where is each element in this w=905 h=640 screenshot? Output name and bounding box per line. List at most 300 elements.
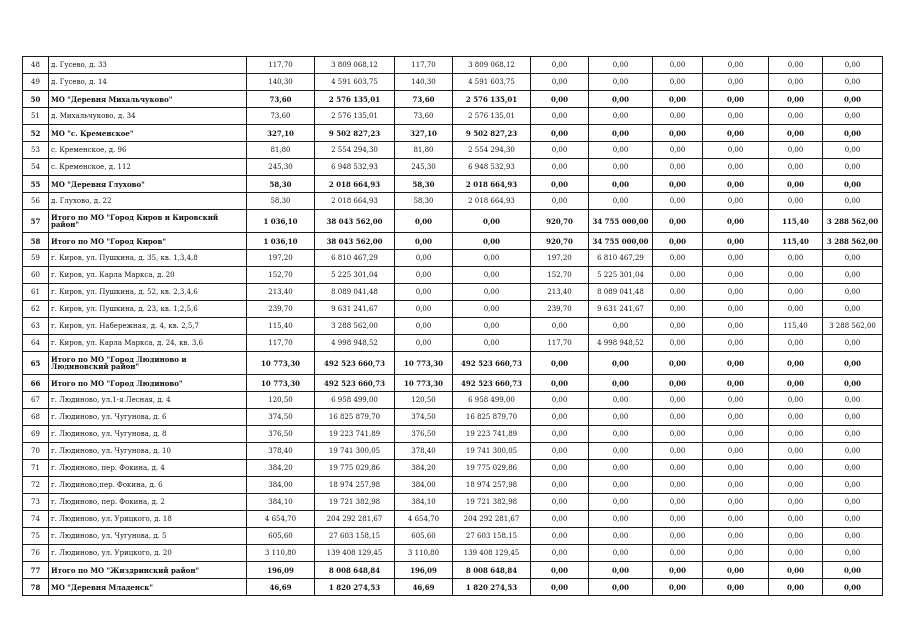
value-cell-9: 0,00	[769, 108, 823, 125]
table-row	[23, 210, 883, 233]
value-cell-3: 378,40	[395, 443, 453, 460]
value-cell-6: 0,00	[589, 460, 653, 477]
value-cell-1: 58,30	[247, 176, 315, 193]
table-row	[23, 301, 883, 318]
value-cell-10: 0,00	[823, 477, 883, 494]
value-cell-10: 0,00	[823, 335, 883, 352]
value-cell-2: 492 523 660,73	[315, 352, 395, 375]
value-cell-5: 0,00	[531, 443, 589, 460]
table-row	[23, 91, 883, 108]
row-number: 58	[23, 233, 49, 250]
address-name: г. Людиново, ул. Чугунова, д. 10	[49, 443, 247, 460]
value-cell-6: 0,00	[589, 125, 653, 142]
value-cell-7: 0,00	[653, 579, 703, 596]
value-cell-3: 117,70	[395, 57, 453, 74]
value-cell-7: 0,00	[653, 528, 703, 545]
value-cell-8: 0,00	[703, 562, 769, 579]
value-cell-4: 2 554 294,30	[453, 142, 531, 159]
table-row	[23, 125, 883, 142]
table-row	[23, 335, 883, 352]
value-cell-4: 19 775 029,86	[453, 460, 531, 477]
address-name: г. Киров, ул. Пушкина, д. 35, кв. 1,3,4,8	[49, 250, 247, 267]
value-cell-10: 3 288 562,00	[823, 233, 883, 250]
value-cell-2: 38 043 562,00	[315, 233, 395, 250]
value-cell-9: 115,40	[769, 318, 823, 335]
value-cell-10: 0,00	[823, 426, 883, 443]
value-cell-7: 0,00	[653, 494, 703, 511]
value-cell-3: 0,00	[395, 284, 453, 301]
value-cell-8: 0,00	[703, 233, 769, 250]
value-cell-10: 0,00	[823, 125, 883, 142]
value-cell-10: 0,00	[823, 579, 883, 596]
row-number: 73	[23, 494, 49, 511]
value-cell-6: 0,00	[589, 352, 653, 375]
value-cell-3: 384,00	[395, 477, 453, 494]
value-cell-2: 8 089 041,48	[315, 284, 395, 301]
address-name: г. Киров, ул. Карла Маркса, д. 24, кв. 3,6	[49, 335, 247, 352]
value-cell-7: 0,00	[653, 284, 703, 301]
value-cell-5: 920,70	[531, 210, 589, 233]
value-cell-3: 58,30	[395, 193, 453, 210]
table-row	[23, 352, 883, 375]
value-cell-10: 0,00	[823, 284, 883, 301]
value-cell-3: 0,00	[395, 233, 453, 250]
value-cell-5: 0,00	[531, 511, 589, 528]
value-cell-5: 0,00	[531, 176, 589, 193]
value-cell-9: 0,00	[769, 301, 823, 318]
value-cell-1: 378,40	[247, 443, 315, 460]
value-cell-4: 2 018 664,93	[453, 193, 531, 210]
value-cell-7: 0,00	[653, 409, 703, 426]
value-cell-8: 0,00	[703, 142, 769, 159]
value-cell-10: 0,00	[823, 460, 883, 477]
value-cell-2: 204 292 281,67	[315, 511, 395, 528]
value-cell-9: 0,00	[769, 528, 823, 545]
housing-program-table	[22, 56, 883, 596]
row-number: 51	[23, 108, 49, 125]
value-cell-9: 0,00	[769, 250, 823, 267]
value-cell-2: 1 820 274,53	[315, 579, 395, 596]
value-cell-9: 0,00	[769, 91, 823, 108]
value-cell-7: 0,00	[653, 426, 703, 443]
value-cell-3: 384,20	[395, 460, 453, 477]
value-cell-4: 0,00	[453, 267, 531, 284]
value-cell-9: 0,00	[769, 352, 823, 375]
value-cell-8: 0,00	[703, 74, 769, 91]
value-cell-3: 0,00	[395, 318, 453, 335]
value-cell-9: 0,00	[769, 335, 823, 352]
row-number: 66	[23, 375, 49, 392]
value-cell-2: 4 591 603,75	[315, 74, 395, 91]
value-cell-7: 0,00	[653, 443, 703, 460]
value-cell-8: 0,00	[703, 545, 769, 562]
value-cell-8: 0,00	[703, 460, 769, 477]
value-cell-6: 0,00	[589, 159, 653, 176]
value-cell-6: 0,00	[589, 91, 653, 108]
value-cell-3: 4 654,70	[395, 511, 453, 528]
row-number: 69	[23, 426, 49, 443]
value-cell-2: 38 043 562,00	[315, 210, 395, 233]
value-cell-2: 3 288 562,00	[315, 318, 395, 335]
value-cell-8: 0,00	[703, 318, 769, 335]
value-cell-5: 0,00	[531, 352, 589, 375]
value-cell-5: 0,00	[531, 125, 589, 142]
value-cell-10: 0,00	[823, 494, 883, 511]
address-name: г. Людиново, ул.1-я Лесная, д. 4	[49, 392, 247, 409]
table-row	[23, 233, 883, 250]
value-cell-2: 6 810 467,29	[315, 250, 395, 267]
value-cell-5: 0,00	[531, 460, 589, 477]
row-number: 48	[23, 57, 49, 74]
row-number: 62	[23, 301, 49, 318]
value-cell-10: 0,00	[823, 250, 883, 267]
value-cell-5: 0,00	[531, 477, 589, 494]
value-cell-4: 2 576 135,01	[453, 91, 531, 108]
value-cell-9: 0,00	[769, 375, 823, 392]
address-name: г. Людиново, пер. Фокина, д. 4	[49, 460, 247, 477]
value-cell-4: 0,00	[453, 301, 531, 318]
value-cell-8: 0,00	[703, 193, 769, 210]
value-cell-8: 0,00	[703, 511, 769, 528]
value-cell-5: 0,00	[531, 579, 589, 596]
value-cell-7: 0,00	[653, 301, 703, 318]
value-cell-9: 0,00	[769, 579, 823, 596]
value-cell-3: 10 773,30	[395, 375, 453, 392]
table-row	[23, 193, 883, 210]
table-row	[23, 477, 883, 494]
value-cell-10: 0,00	[823, 352, 883, 375]
value-cell-8: 0,00	[703, 108, 769, 125]
value-cell-9: 0,00	[769, 443, 823, 460]
value-cell-9: 0,00	[769, 477, 823, 494]
value-cell-1: 73,60	[247, 108, 315, 125]
value-cell-5: 0,00	[531, 392, 589, 409]
value-cell-3: 245,30	[395, 159, 453, 176]
value-cell-3: 0,00	[395, 250, 453, 267]
value-cell-6: 0,00	[589, 494, 653, 511]
value-cell-6: 0,00	[589, 193, 653, 210]
value-cell-9: 0,00	[769, 426, 823, 443]
row-number: 55	[23, 176, 49, 193]
row-number: 57	[23, 210, 49, 233]
value-cell-7: 0,00	[653, 233, 703, 250]
value-cell-10: 0,00	[823, 301, 883, 318]
value-cell-8: 0,00	[703, 210, 769, 233]
value-cell-4: 18 974 257,98	[453, 477, 531, 494]
value-cell-2: 139 408 129,45	[315, 545, 395, 562]
address-name: д. Михальчуково, д. 34	[49, 108, 247, 125]
row-number: 77	[23, 562, 49, 579]
value-cell-1: 46,69	[247, 579, 315, 596]
value-cell-6: 0,00	[589, 375, 653, 392]
value-cell-7: 0,00	[653, 108, 703, 125]
row-number: 65	[23, 352, 49, 375]
address-name: Итого по МО "Город Людиново"	[49, 375, 247, 392]
value-cell-6: 0,00	[589, 108, 653, 125]
value-cell-8: 0,00	[703, 267, 769, 284]
value-cell-1: 120,50	[247, 392, 315, 409]
value-cell-1: 384,10	[247, 494, 315, 511]
value-cell-2: 2 554 294,30	[315, 142, 395, 159]
value-cell-10: 0,00	[823, 528, 883, 545]
value-cell-2: 9 631 241,67	[315, 301, 395, 318]
value-cell-2: 9 502 827,23	[315, 125, 395, 142]
value-cell-1: 1 036,10	[247, 233, 315, 250]
value-cell-3: 327,10	[395, 125, 453, 142]
value-cell-6: 0,00	[589, 409, 653, 426]
value-cell-10: 0,00	[823, 193, 883, 210]
address-name: д. Гусево, д. 33	[49, 57, 247, 74]
table-row	[23, 511, 883, 528]
table-row	[23, 142, 883, 159]
value-cell-9: 0,00	[769, 562, 823, 579]
table-row	[23, 267, 883, 284]
value-cell-6: 4 998 948,52	[589, 335, 653, 352]
value-cell-7: 0,00	[653, 460, 703, 477]
value-cell-10: 0,00	[823, 511, 883, 528]
row-number: 63	[23, 318, 49, 335]
value-cell-3: 140,30	[395, 74, 453, 91]
value-cell-8: 0,00	[703, 284, 769, 301]
value-cell-10: 0,00	[823, 142, 883, 159]
row-number: 76	[23, 545, 49, 562]
value-cell-8: 0,00	[703, 375, 769, 392]
value-cell-7: 0,00	[653, 193, 703, 210]
value-cell-5: 197,20	[531, 250, 589, 267]
row-number: 49	[23, 74, 49, 91]
address-name: д. Гусево, д. 14	[49, 74, 247, 91]
value-cell-5: 117,70	[531, 335, 589, 352]
address-name: г. Киров, ул. Карла Маркса, д. 20	[49, 267, 247, 284]
value-cell-3: 10 773,30	[395, 352, 453, 375]
value-cell-4: 4 591 603,75	[453, 74, 531, 91]
value-cell-5: 0,00	[531, 562, 589, 579]
address-name: МО "с. Кременское"	[49, 125, 247, 142]
value-cell-2: 19 775 029,86	[315, 460, 395, 477]
row-number: 52	[23, 125, 49, 142]
table-body	[23, 57, 883, 596]
value-cell-6: 34 755 000,00	[589, 210, 653, 233]
value-cell-3: 58,30	[395, 176, 453, 193]
address-name: г. Людиново, ул. Чугунова, д. 8	[49, 426, 247, 443]
value-cell-8: 0,00	[703, 91, 769, 108]
value-cell-8: 0,00	[703, 494, 769, 511]
table-row	[23, 409, 883, 426]
value-cell-9: 0,00	[769, 176, 823, 193]
value-cell-3: 0,00	[395, 210, 453, 233]
value-cell-6: 0,00	[589, 57, 653, 74]
value-cell-3: 0,00	[395, 267, 453, 284]
value-cell-1: 10 773,30	[247, 352, 315, 375]
value-cell-9: 0,00	[769, 193, 823, 210]
value-cell-7: 0,00	[653, 142, 703, 159]
value-cell-10: 0,00	[823, 91, 883, 108]
value-cell-8: 0,00	[703, 409, 769, 426]
value-cell-3: 73,60	[395, 108, 453, 125]
value-cell-1: 4 654,70	[247, 511, 315, 528]
table-row	[23, 74, 883, 91]
value-cell-6: 0,00	[589, 142, 653, 159]
value-cell-1: 1 036,10	[247, 210, 315, 233]
row-number: 53	[23, 142, 49, 159]
value-cell-5: 0,00	[531, 142, 589, 159]
value-cell-7: 0,00	[653, 91, 703, 108]
value-cell-4: 3 809 068,12	[453, 57, 531, 74]
value-cell-1: 605,60	[247, 528, 315, 545]
table-row	[23, 375, 883, 392]
value-cell-9: 0,00	[769, 125, 823, 142]
value-cell-4: 27 603 158,15	[453, 528, 531, 545]
table-row	[23, 545, 883, 562]
table-row	[23, 460, 883, 477]
value-cell-4: 19 721 382,98	[453, 494, 531, 511]
value-cell-6: 6 810 467,29	[589, 250, 653, 267]
address-name: г. Людиново,пер. Фокина, д. 6	[49, 477, 247, 494]
row-number: 71	[23, 460, 49, 477]
value-cell-8: 0,00	[703, 176, 769, 193]
value-cell-3: 196,09	[395, 562, 453, 579]
value-cell-4: 16 825 879,70	[453, 409, 531, 426]
table-row	[23, 250, 883, 267]
address-name: с. Кременское, д. 112	[49, 159, 247, 176]
row-number: 64	[23, 335, 49, 352]
value-cell-6: 0,00	[589, 176, 653, 193]
value-cell-6: 0,00	[589, 511, 653, 528]
value-cell-5: 0,00	[531, 193, 589, 210]
value-cell-2: 6 958 499,00	[315, 392, 395, 409]
table-row	[23, 494, 883, 511]
value-cell-7: 0,00	[653, 562, 703, 579]
address-name: Итого по МО "Город Киров и Кировский район"	[49, 210, 247, 233]
row-number: 60	[23, 267, 49, 284]
value-cell-10: 0,00	[823, 176, 883, 193]
value-cell-1: 245,30	[247, 159, 315, 176]
value-cell-10: 0,00	[823, 409, 883, 426]
value-cell-5: 213,40	[531, 284, 589, 301]
value-cell-6: 0,00	[589, 545, 653, 562]
value-cell-2: 2 576 135,01	[315, 91, 395, 108]
value-cell-2: 8 008 648,84	[315, 562, 395, 579]
address-name: г. Людиново, ул. Урицкого, д. 18	[49, 511, 247, 528]
value-cell-10: 0,00	[823, 267, 883, 284]
value-cell-2: 19 223 741,89	[315, 426, 395, 443]
row-number: 68	[23, 409, 49, 426]
row-number: 61	[23, 284, 49, 301]
value-cell-4: 0,00	[453, 233, 531, 250]
address-name: д. Глухово, д. 22	[49, 193, 247, 210]
value-cell-1: 239,70	[247, 301, 315, 318]
table-row	[23, 284, 883, 301]
value-cell-2: 2 576 135,01	[315, 108, 395, 125]
value-cell-8: 0,00	[703, 301, 769, 318]
row-number: 56	[23, 193, 49, 210]
value-cell-1: 327,10	[247, 125, 315, 142]
value-cell-5: 0,00	[531, 57, 589, 74]
value-cell-10: 0,00	[823, 562, 883, 579]
value-cell-3: 0,00	[395, 335, 453, 352]
value-cell-5: 0,00	[531, 108, 589, 125]
row-number: 50	[23, 91, 49, 108]
value-cell-8: 0,00	[703, 335, 769, 352]
value-cell-6: 0,00	[589, 562, 653, 579]
value-cell-4: 0,00	[453, 335, 531, 352]
value-cell-10: 0,00	[823, 108, 883, 125]
value-cell-7: 0,00	[653, 267, 703, 284]
value-cell-9: 0,00	[769, 159, 823, 176]
value-cell-9: 0,00	[769, 267, 823, 284]
table-row	[23, 528, 883, 545]
value-cell-4: 139 408 129,45	[453, 545, 531, 562]
value-cell-5: 0,00	[531, 74, 589, 91]
value-cell-1: 196,09	[247, 562, 315, 579]
value-cell-1: 73,60	[247, 91, 315, 108]
value-cell-6: 0,00	[589, 392, 653, 409]
value-cell-7: 0,00	[653, 57, 703, 74]
address-name: МО "Деревня Михальчуково"	[49, 91, 247, 108]
value-cell-3: 46,69	[395, 579, 453, 596]
value-cell-7: 0,00	[653, 125, 703, 142]
address-name: с. Кременское, д. 96	[49, 142, 247, 159]
value-cell-6: 0,00	[589, 528, 653, 545]
value-cell-6: 0,00	[589, 477, 653, 494]
value-cell-10: 0,00	[823, 74, 883, 91]
value-cell-6: 0,00	[589, 318, 653, 335]
value-cell-10: 3 288 562,00	[823, 318, 883, 335]
value-cell-3: 0,00	[395, 301, 453, 318]
value-cell-3: 120,50	[395, 392, 453, 409]
value-cell-2: 27 603 158,15	[315, 528, 395, 545]
value-cell-7: 0,00	[653, 210, 703, 233]
table-row	[23, 579, 883, 596]
value-cell-8: 0,00	[703, 125, 769, 142]
value-cell-1: 3 110,80	[247, 545, 315, 562]
value-cell-5: 0,00	[531, 528, 589, 545]
value-cell-4: 1 820 274,53	[453, 579, 531, 596]
value-cell-8: 0,00	[703, 426, 769, 443]
value-cell-4: 492 523 660,73	[453, 352, 531, 375]
table-row	[23, 176, 883, 193]
row-number: 54	[23, 159, 49, 176]
value-cell-5: 0,00	[531, 545, 589, 562]
address-name: г. Киров, ул. Набережная, д. 4, кв. 2,5,7	[49, 318, 247, 335]
value-cell-4: 492 523 660,73	[453, 375, 531, 392]
value-cell-5: 152,70	[531, 267, 589, 284]
value-cell-1: 117,70	[247, 335, 315, 352]
value-cell-4: 0,00	[453, 284, 531, 301]
value-cell-3: 384,10	[395, 494, 453, 511]
value-cell-4: 6 958 499,00	[453, 392, 531, 409]
value-cell-3: 605,60	[395, 528, 453, 545]
value-cell-7: 0,00	[653, 335, 703, 352]
value-cell-9: 0,00	[769, 494, 823, 511]
value-cell-7: 0,00	[653, 74, 703, 91]
table-row	[23, 159, 883, 176]
table-row	[23, 426, 883, 443]
table-row	[23, 443, 883, 460]
value-cell-8: 0,00	[703, 443, 769, 460]
value-cell-5: 0,00	[531, 318, 589, 335]
value-cell-4: 0,00	[453, 318, 531, 335]
value-cell-10: 0,00	[823, 443, 883, 460]
value-cell-7: 0,00	[653, 375, 703, 392]
value-cell-7: 0,00	[653, 352, 703, 375]
value-cell-4: 19 741 300,05	[453, 443, 531, 460]
address-name: Итого по МО "Город Киров"	[49, 233, 247, 250]
value-cell-2: 19 741 300,05	[315, 443, 395, 460]
value-cell-1: 58,30	[247, 193, 315, 210]
value-cell-9: 0,00	[769, 57, 823, 74]
value-cell-10: 3 288 562,00	[823, 210, 883, 233]
